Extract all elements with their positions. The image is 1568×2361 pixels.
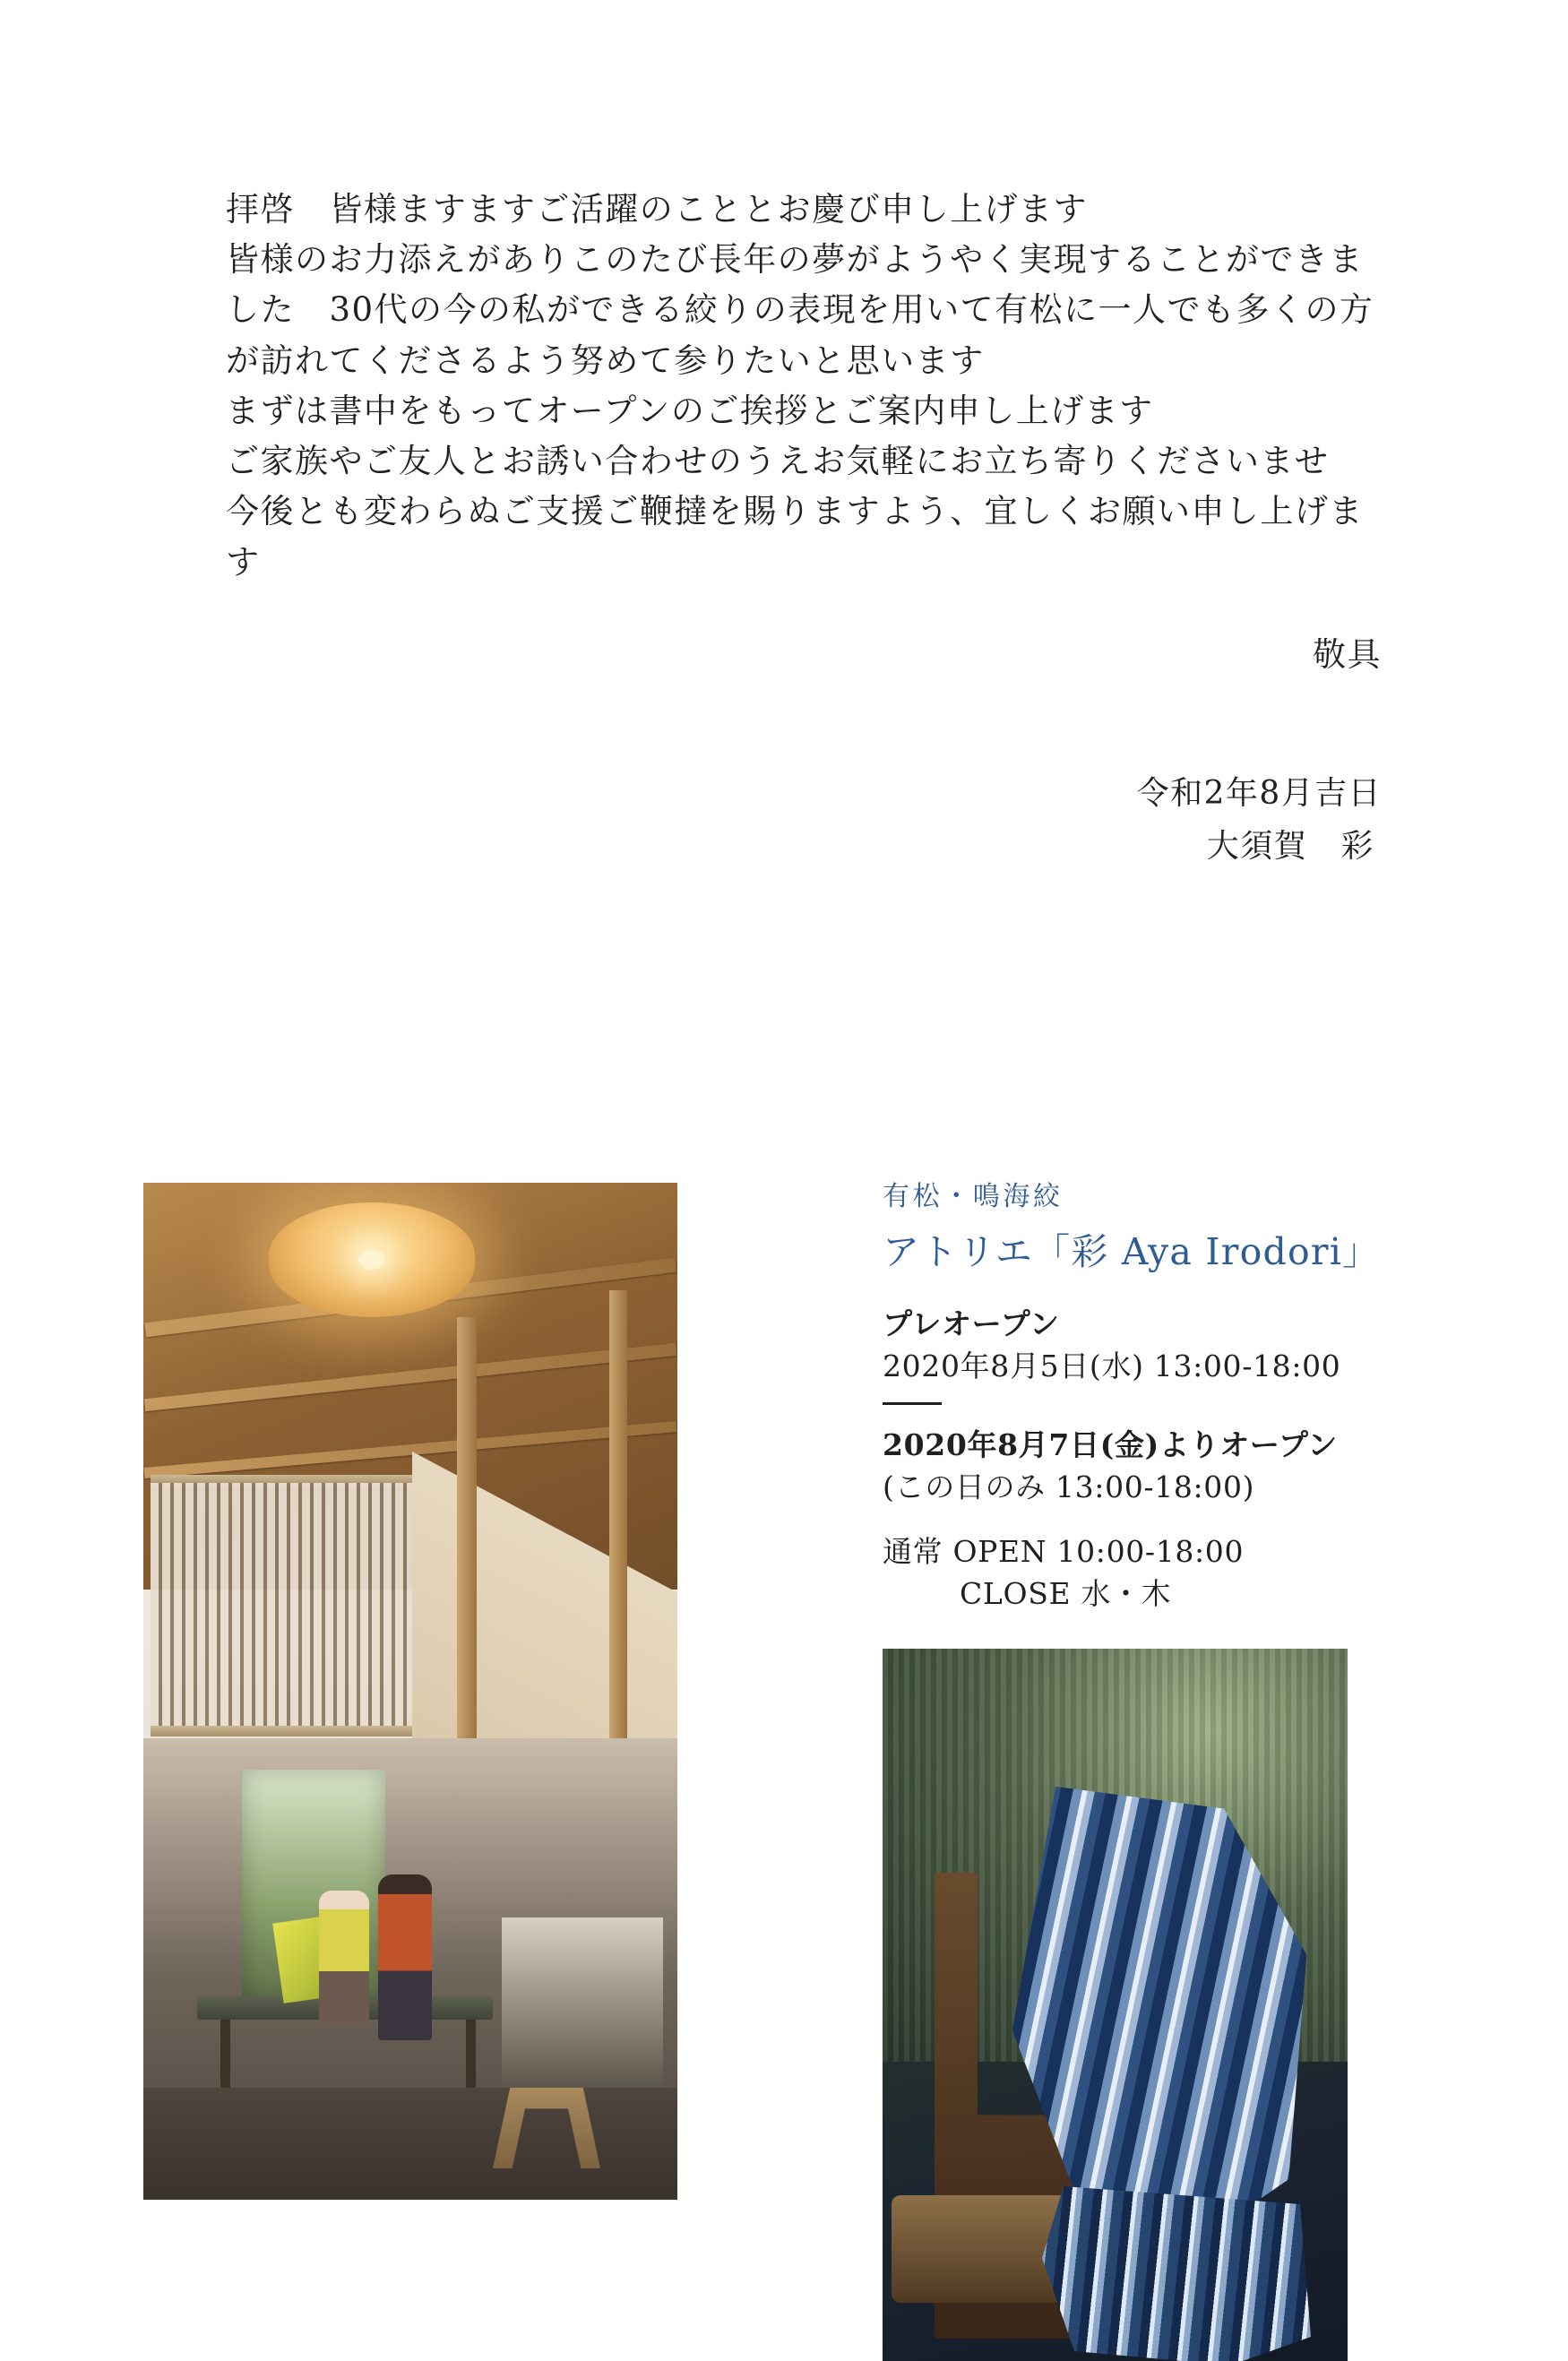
wooden-post bbox=[609, 1290, 627, 1792]
letter-line-3: まずは書中をもってオープンのご挨拶とご案内申し上げます bbox=[226, 391, 1154, 430]
brand-title: アトリエ「彩 Aya Irodori」 bbox=[883, 1230, 1381, 1273]
indigo-cloth-photo bbox=[883, 1649, 1348, 2361]
open-note: (この日のみ 13:00-18:00) bbox=[883, 1469, 1255, 1504]
letter-closing: 敬具 bbox=[1313, 634, 1382, 674]
letter-date: 令和2年8月吉日 bbox=[1136, 774, 1382, 812]
wooden-post bbox=[457, 1317, 477, 1765]
letter-date-block bbox=[226, 767, 1382, 874]
letter-line-1: 拝啓 皆様ますますご活躍のこととお慶び申し上げます bbox=[226, 190, 1088, 228]
letter-body bbox=[226, 185, 1382, 874]
hours-close: CLOSE 水・木 bbox=[960, 1576, 1172, 1612]
open-label: 2020年8月7日(金)よりオープン bbox=[883, 1426, 1338, 1462]
event-info bbox=[883, 1174, 1438, 1616]
person-left bbox=[319, 1891, 369, 2025]
divider bbox=[883, 1402, 942, 1405]
regular-hours bbox=[883, 1531, 1438, 1616]
kitchen-counter bbox=[502, 1917, 663, 2088]
indigo-shibori-cloth-lower bbox=[1042, 2186, 1311, 2361]
interior-photo-illustration bbox=[143, 1183, 677, 2200]
hours-open: 通常 OPEN 10:00-18:00 bbox=[883, 1534, 1245, 1570]
letter-signer: 大須賀 彩 bbox=[1206, 828, 1374, 866]
pendant-lamp bbox=[269, 1202, 475, 1317]
letter-line-5: 今後とも変わらぬご支援ご鞭撻を賜りますよう、宜しくお願い申し上げます bbox=[226, 492, 1364, 582]
interior-photo bbox=[143, 1183, 677, 2200]
preopen-label: プレオープン bbox=[883, 1306, 1060, 1341]
person-right bbox=[378, 1874, 432, 2040]
floor bbox=[143, 2088, 677, 2200]
letter-line-2: 皆様のお力添えがありこのたび長年の夢がようやく実現することができました 30代の今の私ができる絞りの表現を用いて有松に一人でも多くの方が訪れてくださるよう努めて参りたいと思います bbox=[226, 240, 1374, 380]
brand-subtitle: 有松・鳴海絞 bbox=[883, 1181, 1064, 1212]
preopen-date: 2020年8月5日(水) 13:00-18:00 bbox=[883, 1348, 1341, 1383]
letter-line-4: ご家族やご友人とお誘い合わせのうえお気軽にお立ち寄りくださいませ bbox=[226, 442, 1330, 481]
